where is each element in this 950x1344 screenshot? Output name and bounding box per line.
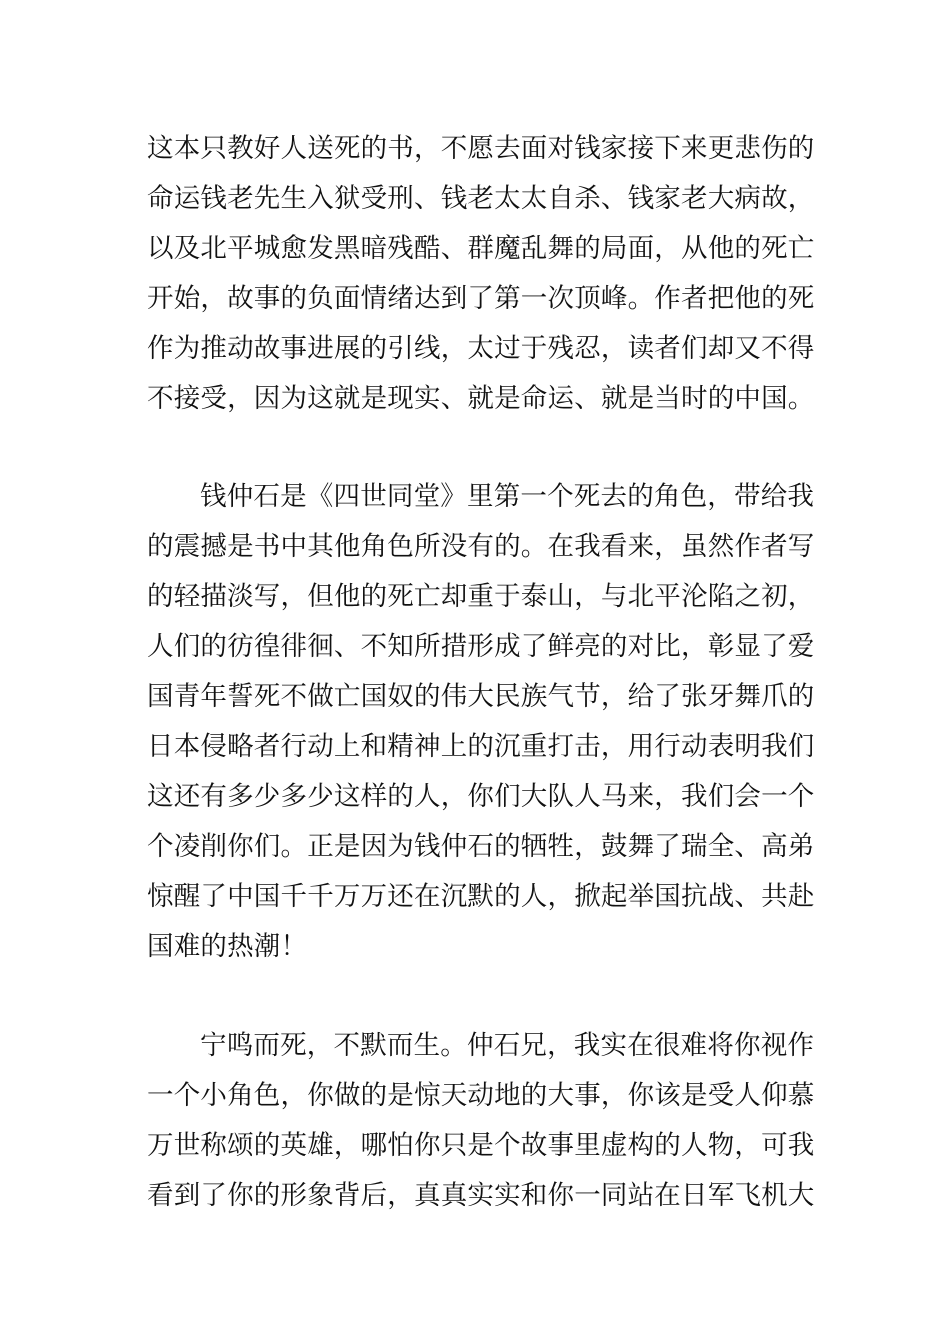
text-line: 作为推动故事进展的引线，太过于残忍，读者们却又不得 xyxy=(147,333,815,364)
text-line: 以及北平城愈发黑暗残酷、群魔乱舞的局面，从他的死亡 xyxy=(147,233,815,264)
text-line: 宁鸣而死，不默而生。仲石兄，我实在很难将你视作 xyxy=(200,1030,815,1061)
text-line: 惊醒了中国千千万万还在沉默的人，掀起举国抗战、共赴 xyxy=(147,881,815,912)
paragraph-2 xyxy=(147,472,817,972)
text-line: 万世称颂的英雄，哪怕你只是个故事里虚构的人物，可我 xyxy=(147,1130,815,1161)
text-line: 这还有多少多少这样的人，你们大队人马来，我们会一个 xyxy=(147,781,815,812)
text-line: 日本侵略者行动上和精神上的沉重打击，用行动表明我们 xyxy=(147,731,815,762)
text-line: 国难的热潮！ xyxy=(147,931,308,962)
text-line: 人们的彷徨徘徊、不知所措形成了鲜亮的对比，彰显了爱 xyxy=(147,631,815,662)
text-line: 国青年誓死不做亡国奴的伟大民族气节，给了张牙舞爪的 xyxy=(147,681,815,712)
text-line: 的震撼是书中其他角色所没有的。在我看来，虽然作者写 xyxy=(147,531,815,562)
paragraph-1 xyxy=(147,124,817,424)
text-line: 的轻描淡写，但他的死亡却重于泰山，与北平沦陷之初， xyxy=(147,581,815,612)
text-line: 个凌削你们。正是因为钱仲石的牺牲，鼓舞了瑞全、高弟 xyxy=(147,831,815,862)
paragraph-3 xyxy=(147,1021,817,1221)
text-line: 这本只教好人送死的书，不愿去面对钱家接下来更悲伤的 xyxy=(147,133,815,164)
text-line: 开始，故事的负面情绪达到了第一次顶峰。作者把他的死 xyxy=(147,283,815,314)
text-line: 钱仲石是《四世同堂》里第一个死去的角色，带给我 xyxy=(200,481,815,512)
text-line: 看到了你的形象背后，真真实实和你一同站在日军飞机大 xyxy=(147,1180,815,1211)
text-line: 一个小角色，你做的是惊天动地的大事，你该是受人仰慕 xyxy=(147,1080,815,1111)
text-line: 不接受，因为这就是现实、就是命运、就是当时的中国。 xyxy=(147,383,815,414)
text-line: 命运钱老先生入狱受刑、钱老太太自杀、钱家老大病故， xyxy=(147,183,815,214)
